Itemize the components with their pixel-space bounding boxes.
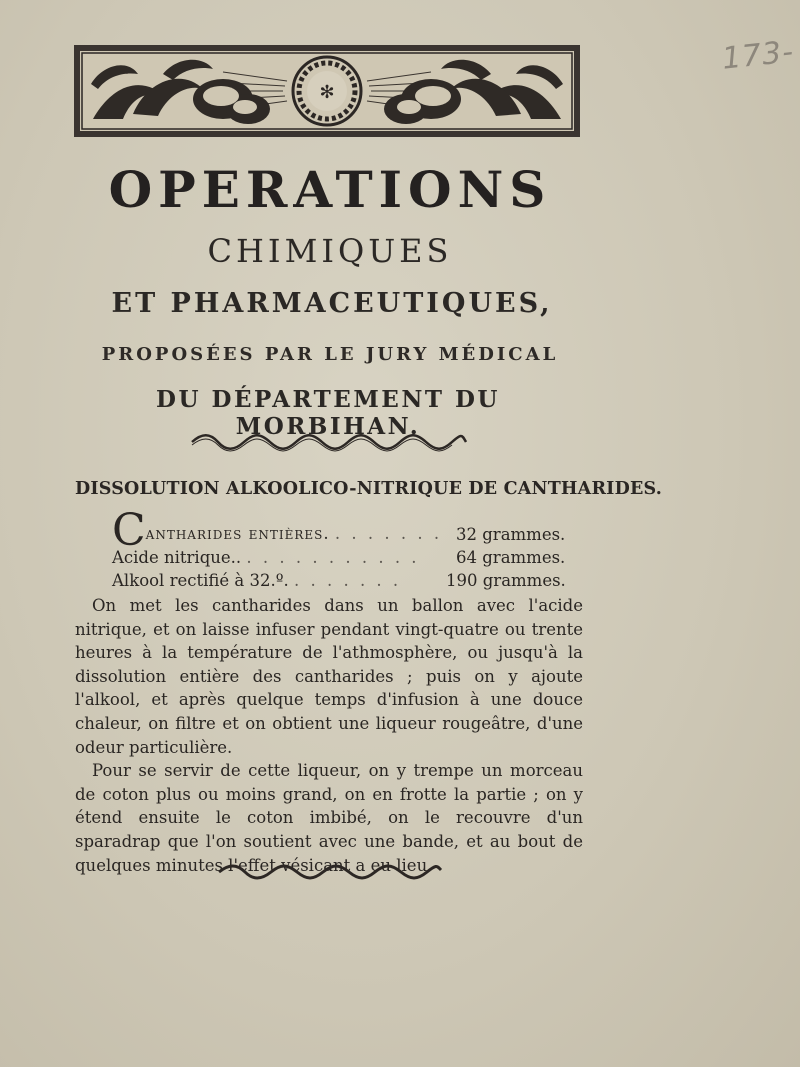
- wave-tailpiece-icon: [215, 860, 445, 882]
- ingredient-name: Acide nitrique..: [112, 548, 242, 567]
- ingredient-quantity: 32 grammes.: [456, 525, 566, 544]
- title-chimiques: CHIMIQUES: [207, 232, 453, 270]
- woodcut-headpiece-icon: [73, 44, 581, 138]
- subtitle-department: DU DÉPARTEMENT DU MORBIHAN.: [156, 386, 500, 440]
- ingredient-quantity: 64 grammes.: [456, 548, 566, 567]
- ingredient-row: [112, 571, 582, 595]
- paragraph: Pour se servir de cette liqueur, on y trempe un morceau de coton plus ou moins grand, on en frotte la partie ; on y étend ensuite le coton imbibé, on le recouvre d'un sparadrap que l'on soutient avec une bande, et au bout de quelques minutes l'effet vésicant a eu lieu.: [75, 761, 583, 875]
- ingredient-row: [112, 505, 582, 556]
- ingredient-row: [112, 548, 582, 572]
- folio-annotation: 173-: [720, 34, 796, 77]
- subtitle-jury: PROPOSÉES PAR LE JURY MÉDICAL: [101, 344, 559, 365]
- drop-cap: C: [112, 505, 146, 556]
- dot-leader: . . . . . . . . . . .: [246, 548, 420, 567]
- title-pharmaceutiques: ET PHARMACEUTIQUES,: [111, 288, 553, 319]
- wave-rule-icon: [190, 431, 468, 453]
- dot-leader: . . . . . . .: [293, 571, 402, 590]
- ingredient-quantity: 190 grammes.: [446, 571, 566, 590]
- paragraph: On met les cantharides dans un ballon avec l'acide nitrique, et on laisse infuser pendant vingt-quatre ou trente heures à la température de l'athmosphère, ou jusqu'à la dissolution entière des cantharides ; puis on y ajoute l'alkool, et après quelque temps d'infusion à une douce chaleur, on filtre et on obtient une liqueur rougeâtre, d'une odeur particulière.: [75, 596, 583, 757]
- section-heading: DISSOLUTION ALKOOLICO-NITRIQUE DE CANTHARIDES.: [75, 479, 662, 499]
- svg-text:✻: ✻: [319, 82, 335, 103]
- title-operations: OPERATIONS: [108, 160, 552, 219]
- dot-leader: . . . . . . .: [334, 524, 443, 543]
- ingredient-name: Alkool rectifié à 32.º.: [112, 571, 289, 590]
- body-text: [75, 594, 583, 877]
- ingredient-name: antharides entières.: [145, 524, 330, 543]
